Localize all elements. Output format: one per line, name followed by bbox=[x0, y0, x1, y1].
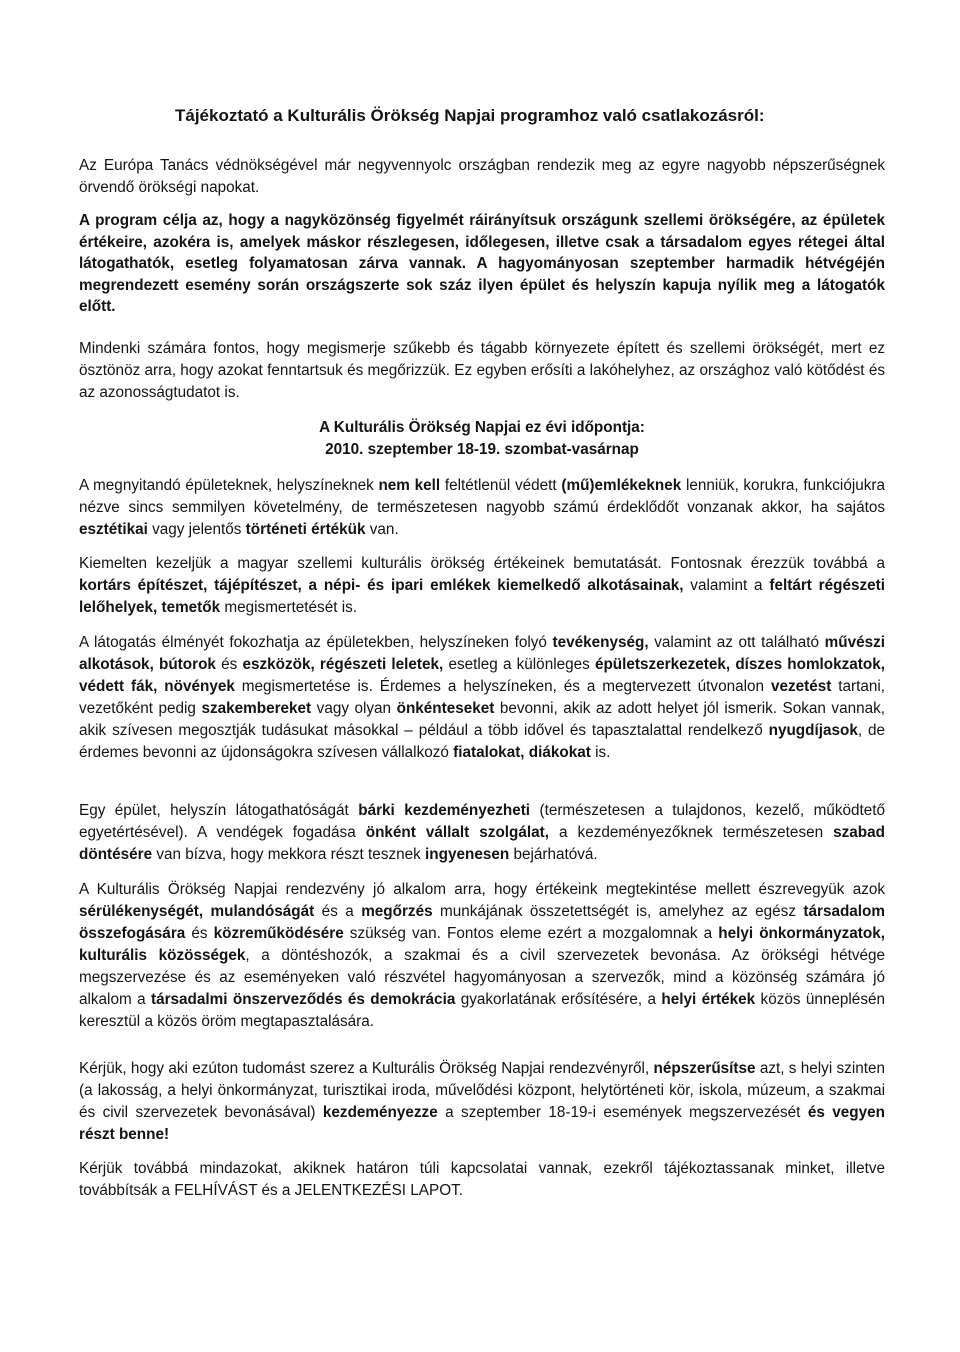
bold-run: ingyenesen bbox=[425, 846, 510, 863]
date-heading: A Kulturális Örökség Napjai ez évi időpontja: bbox=[319, 419, 645, 436]
bold-run: társadalmi önszerveződés és demokrácia bbox=[150, 991, 456, 1008]
text-run: Egy épület, helyszín látogathatóságát bbox=[79, 802, 359, 819]
bold-run: tevékenység, bbox=[552, 634, 649, 651]
text-run: Kérjük, hogy aki ezúton tudomást szerez a Kulturális Örökség Napjai rendezvényről, bbox=[79, 1060, 654, 1077]
text-run: bejárhatóvá. bbox=[509, 846, 598, 863]
buildings-paragraph bbox=[79, 475, 885, 541]
bold-run: önkénteseket bbox=[396, 700, 495, 717]
text-run: bevonni, akik az adott helyet jól ismerik. Sokan vannak, akik szívesen megosztják tudásukat másokkal – például a több idővel és tapasztalattal rendelkező bbox=[79, 700, 885, 739]
bold-run: nem kell bbox=[378, 477, 441, 494]
text-run: a szeptember 18-19-i események megszervezését bbox=[437, 1104, 808, 1121]
text-run: A látogatás élményét fokozhatja az épületekben, helyszíneken folyó bbox=[79, 634, 553, 651]
bold-run: vezetést bbox=[770, 678, 832, 695]
visit-experience-paragraph bbox=[79, 632, 885, 764]
text-run: vagy olyan bbox=[311, 700, 397, 717]
bold-run: szabad döntésére bbox=[79, 824, 885, 863]
text-run: valamint a bbox=[683, 577, 770, 594]
bold-run: és vegyen részt benne! bbox=[79, 1104, 885, 1143]
text-run: és bbox=[215, 656, 243, 673]
text-run: és bbox=[185, 925, 214, 942]
text-run: feltétlenül védett bbox=[440, 477, 562, 494]
program-goal-paragraph: A program célja az, hogy a nagyközönség figyelmét ráirányítsuk országunk szellemi örökségére, az épületek értékeire, azokéra is, amelyek máskor részlegesen, időlegesen, illetve csak a társadalom egyes rétegei által látogathatók, esetleg folyamatosan zárva vannak. A hagyományosan szeptember harmadik hétvégéjén megrendezett esemény során országszerte sok száz ilyen épület és helyszín kapuja nyílik meg a látogatók előtt. bbox=[79, 212, 885, 315]
text-run: Kiemelten kezeljük a magyar szellemi kulturális örökség értékeinek bemutatását. Fontosnak érezzük továbbá a bbox=[79, 555, 885, 572]
text-run: valamint az ott található bbox=[648, 634, 825, 651]
date-value: 2010. szeptember 18-19. szombat-vasárnap bbox=[325, 441, 639, 458]
bold-run: sérülékenységét, mulandóságát bbox=[79, 903, 315, 920]
text-run: megismertetése is. Érdemes a helyszíneken, és a megtervezett útvonalon bbox=[234, 678, 771, 695]
bold-run: önként vállalt szolgálat, bbox=[365, 824, 549, 841]
text-run: , de érdemes bevonni az újdonságokra szívesen vállalkozó bbox=[79, 722, 886, 761]
text-run: gyakorlatának erősítésére, a bbox=[455, 991, 662, 1008]
bold-run: közreműködésére bbox=[213, 925, 344, 942]
initiative-paragraph bbox=[79, 800, 885, 866]
text-run: közös ünneplésén keresztül a közös öröm megtapasztalására. bbox=[79, 991, 885, 1030]
bold-run: megőrzés bbox=[361, 903, 433, 920]
document-title: Tájékoztató a Kulturális Örökség Napjai programhoz való csatlakozásról: bbox=[175, 106, 765, 125]
cross-border-paragraph: Kérjük továbbá mindazokat, akiknek határon túli kapcsolatai vannak, ezekről tájékoztassanak minket, illetve továbbítsák a FELHÍVÁST és a JELENTKEZÉSI LAPOT. bbox=[79, 1160, 885, 1199]
text-run: és a bbox=[314, 903, 362, 920]
importance-paragraph: Mindenki számára fontos, hogy megismerje szűkebb és tágabb környezete épített és szellemi örökségét, mert ez ösztönöz arra, hogy azokat fenntartsuk és megőrizzük. Ez egyben erősíti a lakóhelyhez, az országhoz való kötődést és az azonosságtudatot is. bbox=[79, 340, 885, 401]
bold-run: feltárt régészeti lelőhelyek, temetők bbox=[79, 577, 885, 616]
bold-run: művészi alkotások, bútorok bbox=[79, 634, 885, 673]
text-run: megismertetését is. bbox=[220, 599, 358, 616]
text-run: azt, s helyi szinten (a lakosság, a helyi önkormányzat, turisztikai iroda, művelődési központ, helytörténeti kör, iskola, múzeum, a szakmai és civil szervezetek bevonásával) bbox=[79, 1060, 885, 1121]
bold-run: (mű)emlékeknek bbox=[561, 477, 682, 494]
text-run: lenniük, korukra, funkciójukra nézve sincs semmilyen követelmény, de természetesen nagyobb számú érdeklődőt vonzanak akkor, ha sajátos bbox=[79, 477, 885, 516]
text-run: van bízva, hogy mekkora részt tesznek bbox=[152, 846, 426, 863]
bold-run: épületszerkezetek, díszes homlokzatok, védett fák, növények bbox=[79, 656, 886, 695]
highlights-paragraph bbox=[79, 553, 885, 619]
text-run: esetleg a különleges bbox=[443, 656, 595, 673]
bold-run: társadalom összefogására bbox=[79, 903, 886, 942]
bold-run: szakembereket bbox=[201, 700, 312, 717]
text-run: szükség van. Fontos eleme ezért a mozgalomnak a bbox=[343, 925, 719, 942]
community-paragraph bbox=[79, 879, 885, 1033]
bold-run: fiatalokat, diákokat bbox=[453, 744, 591, 761]
bold-run: helyi értékek bbox=[661, 991, 756, 1008]
text-run: vagy jelentős bbox=[147, 521, 246, 538]
bold-run: eszközök, régészeti leletek, bbox=[242, 656, 444, 673]
bold-run: esztétikai bbox=[79, 521, 148, 538]
date-block bbox=[79, 417, 885, 461]
promotion-paragraph bbox=[79, 1058, 885, 1146]
text-run: , a döntéshozók, a szakmai és a civil szervezetek bevonása. Az örökségi hétvége megszervezése és az eseményeken való részvétel hagyományosan a szervezők, mind a közönség számára jó alkalom a bbox=[79, 947, 885, 1008]
bold-run: nyugdíjasok bbox=[768, 722, 858, 739]
bold-run: bárki kezdeményezheti bbox=[358, 802, 531, 819]
text-run: a kezdeményezőknek természetesen bbox=[549, 824, 834, 841]
text-run: A megnyitandó épületeknek, helyszíneknek bbox=[79, 477, 379, 494]
text-run: (természetesen a tulajdonos, kezelő, működtető egyetértésével). A vendégek fogadása bbox=[79, 802, 886, 841]
text-run: is. bbox=[590, 744, 611, 761]
bold-run: történeti értékük bbox=[245, 521, 366, 538]
text-run: tartani, vezetőként pedig bbox=[79, 678, 886, 717]
bold-run: kezdeményezze bbox=[322, 1104, 438, 1121]
text-run: van. bbox=[365, 521, 399, 538]
bold-run: kortárs építészet, tájépítészet, a népi- és ipari emlékek kiemelkedő alkotásainak, bbox=[79, 577, 684, 594]
text-run: A Kulturális Örökség Napjai rendezvény jó alkalom arra, hogy értékeink megtekintése mellett észrevegyük azok bbox=[79, 881, 885, 898]
bold-run: helyi önkormányzatok, kulturális közösségek bbox=[79, 925, 886, 964]
intro-paragraph: Az Európa Tanács védnökségével már negyvennyolc országban rendezik meg az egyre nagyobb népszerűségnek örvendő örökségi napokat. bbox=[79, 157, 885, 196]
text-run: munkájának összetettségét is, amelyhez az egész bbox=[432, 903, 804, 920]
bold-run: népszerűsítse bbox=[653, 1060, 756, 1077]
